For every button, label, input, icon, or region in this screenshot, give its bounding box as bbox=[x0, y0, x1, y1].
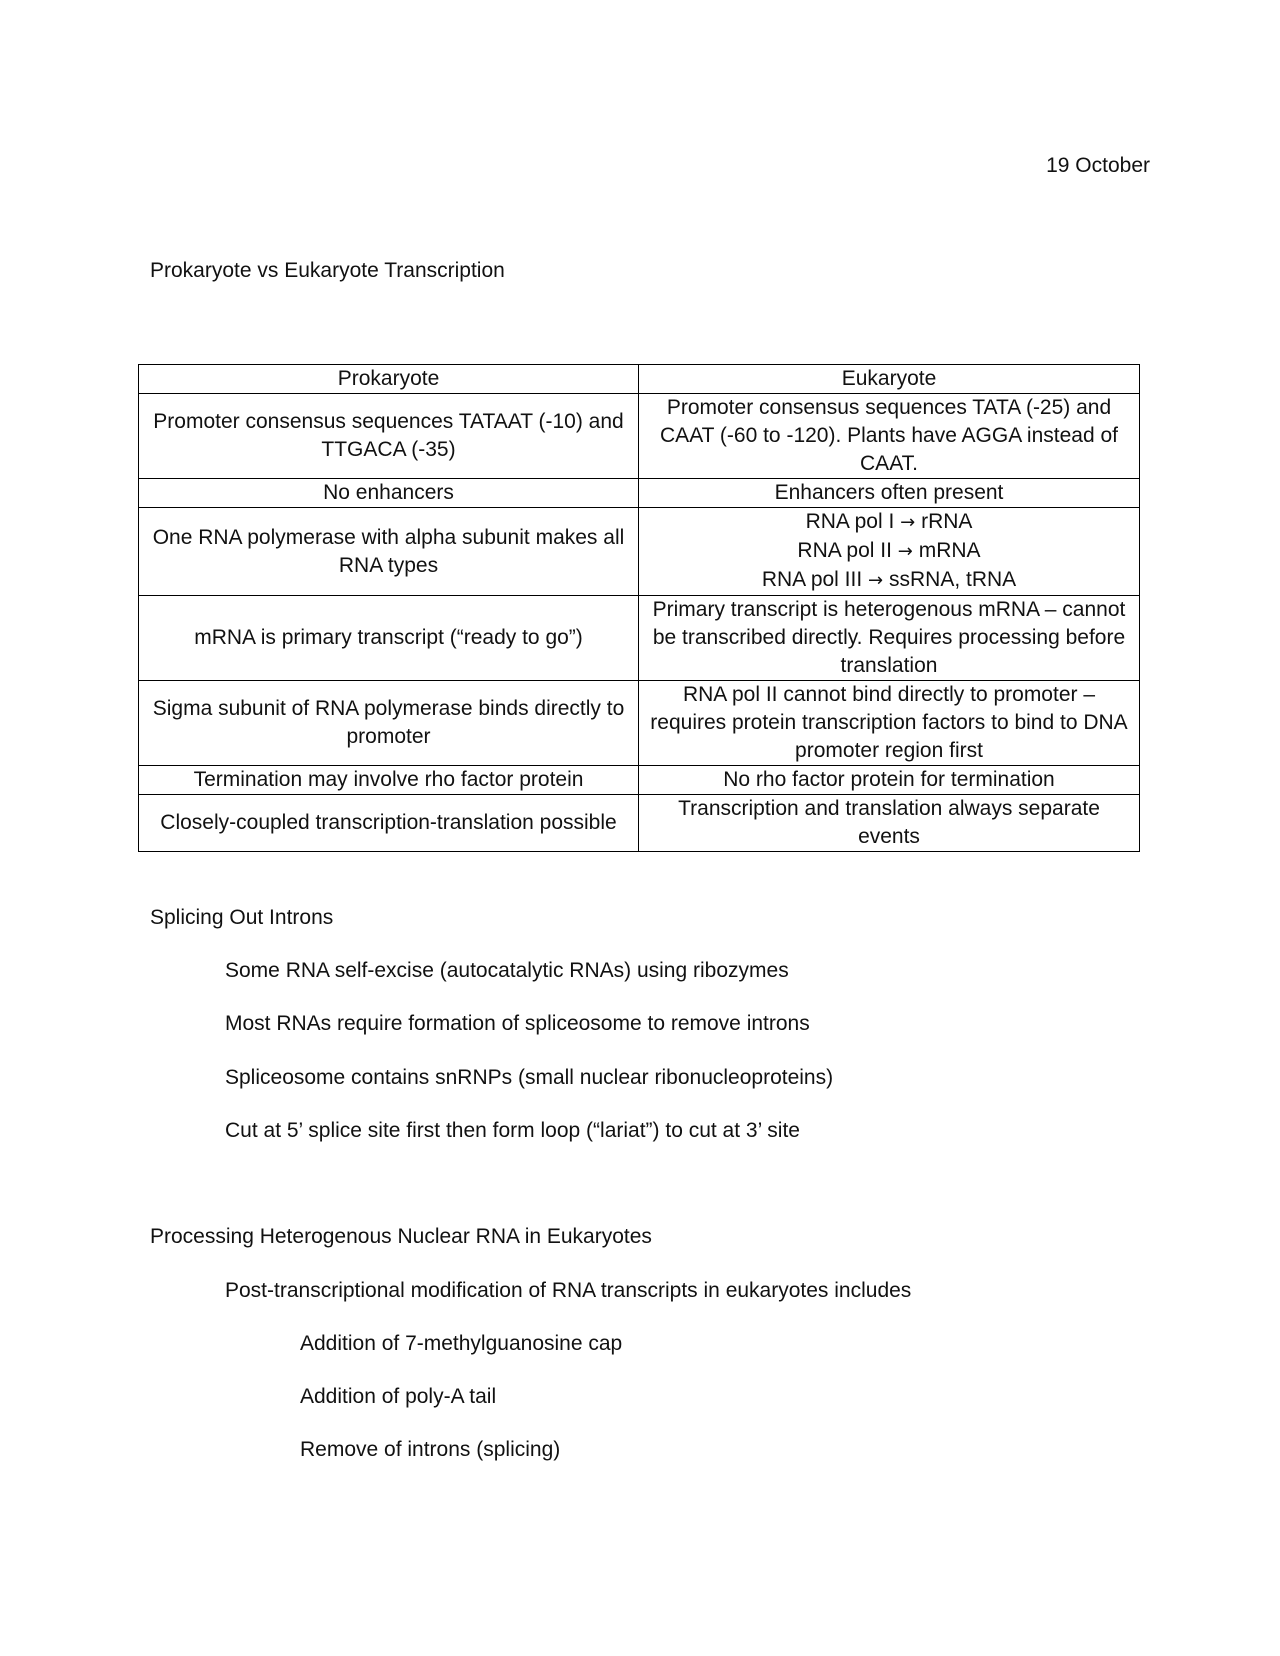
cell-eukaryote: Promoter consensus sequences TATA (-25) and CAAT (-60 to -120). Plants have AGGA instead of CAAT. bbox=[639, 394, 1140, 479]
list-item: Some RNA self-excise (autocatalytic RNAs) using ribozymes bbox=[225, 959, 789, 982]
cell-eukaryote: Enhancers often present bbox=[639, 479, 1140, 508]
table-row bbox=[139, 766, 1140, 795]
table-header-row bbox=[139, 365, 1140, 394]
list-item: Most RNAs require formation of spliceosome to remove introns bbox=[225, 1012, 810, 1035]
right-arrow-icon: → bbox=[868, 570, 884, 591]
list-item: Addition of poly-A tail bbox=[300, 1385, 497, 1408]
section-title-transcription: Prokaryote vs Eukaryote Transcription bbox=[150, 259, 505, 282]
cell-eukaryote: Transcription and translation always separate events bbox=[639, 795, 1140, 852]
table-row bbox=[139, 508, 1140, 596]
cell-prokaryote: Closely-coupled transcription-translation possible bbox=[139, 795, 639, 852]
cell-prokaryote: No enhancers bbox=[139, 479, 639, 508]
header-prokaryote: Prokaryote bbox=[139, 365, 639, 394]
cell-eukaryote: No rho factor protein for termination bbox=[639, 766, 1140, 795]
pol-line: RNA pol III → ssRNA, tRNA bbox=[761, 568, 1017, 591]
cell-prokaryote: Promoter consensus sequences TATAAT (-10) and TTGACA (-35) bbox=[139, 394, 639, 479]
section-title-splicing: Splicing Out Introns bbox=[150, 906, 334, 929]
list-item: Spliceosome contains snRNPs (small nuclear ribonucleoproteins) bbox=[225, 1066, 834, 1089]
list-item: Remove of introns (splicing) bbox=[300, 1438, 561, 1461]
header-eukaryote: Eukaryote bbox=[639, 365, 1140, 394]
cell-prokaryote: Sigma subunit of RNA polymerase binds directly to promoter bbox=[139, 681, 639, 766]
cell-prokaryote: Termination may involve rho factor protein bbox=[139, 766, 639, 795]
comparison-table-wrapper bbox=[138, 364, 1139, 852]
cell-eukaryote: Primary transcript is heterogenous mRNA – cannot be transcribed directly. Requires processing before translation bbox=[639, 596, 1140, 681]
cell-prokaryote: One RNA polymerase with alpha subunit makes all RNA types bbox=[139, 508, 639, 596]
section-title-hnrna: Processing Heterogenous Nuclear RNA in Eukaryotes bbox=[150, 1225, 652, 1248]
cell-prokaryote: mRNA is primary transcript (“ready to go”) bbox=[139, 596, 639, 681]
table-row bbox=[139, 394, 1140, 479]
table-row bbox=[139, 596, 1140, 681]
list-item: Cut at 5’ splice site first then form loop (“lariat”) to cut at 3’ site bbox=[225, 1119, 800, 1142]
pol-line: RNA pol II → mRNA bbox=[797, 539, 981, 562]
date-label: 19 October bbox=[1046, 154, 1150, 177]
right-arrow-icon: → bbox=[900, 512, 916, 533]
list-item: Addition of 7-methylguanosine cap bbox=[300, 1332, 623, 1355]
pol-line: RNA pol I → rRNA bbox=[805, 510, 973, 533]
comparison-table bbox=[138, 364, 1140, 852]
right-arrow-icon: → bbox=[897, 541, 913, 562]
table-row bbox=[139, 479, 1140, 508]
section-intro: Post-transcriptional modification of RNA transcripts in eukaryotes includes bbox=[225, 1279, 912, 1302]
cell-eukaryote: RNA pol II cannot bind directly to promoter – requires protein transcription factors to bind to DNA promoter region first bbox=[639, 681, 1140, 766]
table-row bbox=[139, 795, 1140, 852]
cell-eukaryote bbox=[639, 508, 1140, 596]
table-row bbox=[139, 681, 1140, 766]
